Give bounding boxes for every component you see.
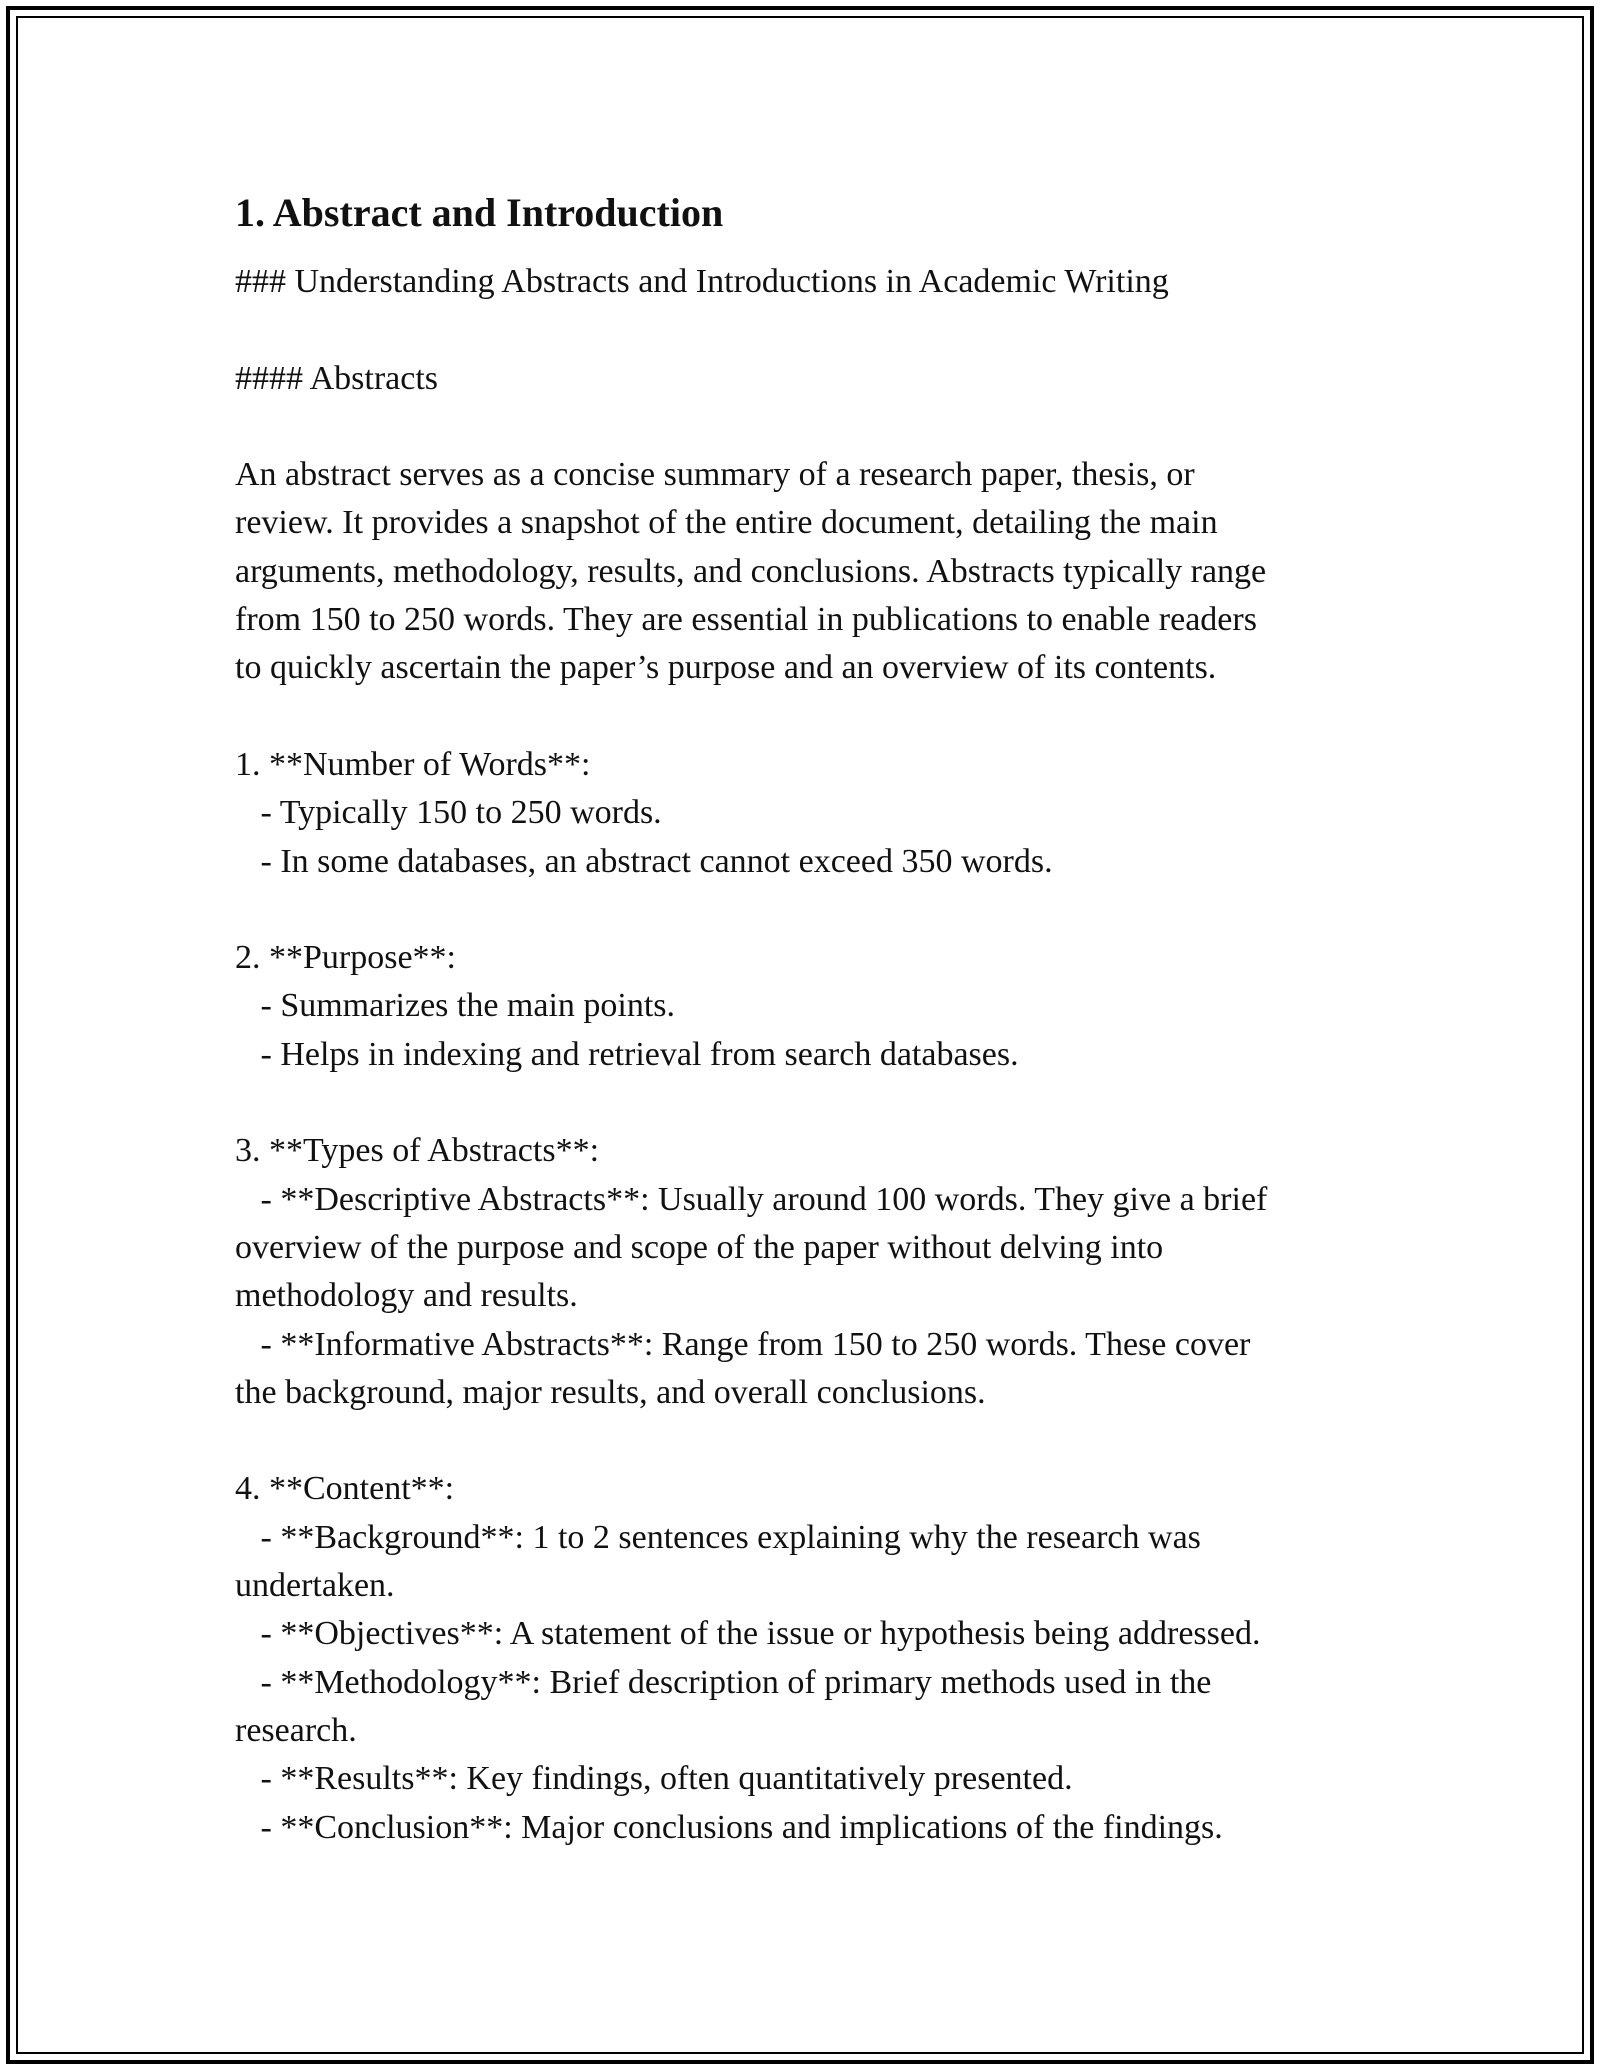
blank-line [235,403,1365,451]
blank-line [235,693,1365,741]
text-line: An abstract serves as a concise summary of a research paper, thesis, or [235,456,1195,494]
document-body [235,188,1365,1852]
blank-line [235,1417,1365,1465]
text-line: 2. **Purpose**: [235,939,456,977]
blank-line [235,886,1365,934]
text-line: from 150 to 250 words. They are essential in publications to enable readers [235,601,1257,639]
text-line: - **Objectives**: A statement of the issue or hypothesis being addressed. [235,1615,1261,1653]
text-line: arguments, methodology, results, and conclusions. Abstracts typically range [235,552,1267,590]
document-lines [235,258,1365,1852]
text-line: ### Understanding Abstracts and Introductions in Academic Writing [235,263,1169,300]
text-line: - Typically 150 to 250 words. [235,794,662,832]
text-line: - Summarizes the main points. [235,987,676,1025]
text-line: undertaken. [235,1567,395,1605]
text-line: - **Informative Abstracts**: Range from 150 to 250 words. These cover [235,1325,1251,1363]
text-line: 1. **Number of Words**: [235,745,591,783]
text-line: review. It provides a snapshot of the entire document, detailing the main [235,504,1218,542]
document-title: 1. Abstract and Introduction [235,190,724,235]
text-line: - **Descriptive Abstracts**: Usually around 100 words. They give a brief [235,1180,1268,1218]
text-line: 3. **Types of Abstracts**: [235,1132,600,1170]
text-line: #### Abstracts [235,359,439,397]
text-line: - Helps in indexing and retrieval from search databases. [235,1035,1019,1073]
text-line: - **Results**: Key findings, often quantitatively presented. [235,1760,1073,1798]
text-line: 4. **Content**: [235,1470,455,1508]
blank-line [235,1079,1365,1127]
text-line: to quickly ascertain the paper’s purpose and an overview of its contents. [235,649,1217,687]
text-line: - **Background**: 1 to 2 sentences explaining why the research was [235,1518,1201,1556]
text-line: research. [235,1711,357,1749]
text-line: - **Conclusion**: Major conclusions and implications of the findings. [235,1808,1223,1846]
text-line: - In some databases, an abstract cannot exceed 350 words. [235,842,1053,880]
blank-line [235,306,1365,354]
text-line: - **Methodology**: Brief description of primary methods used in the [235,1663,1212,1701]
text-line: methodology and results. [235,1277,578,1315]
text-line: overview of the purpose and scope of the paper without delving into [235,1228,1164,1266]
text-line: the background, major results, and overall conclusions. [235,1373,986,1411]
